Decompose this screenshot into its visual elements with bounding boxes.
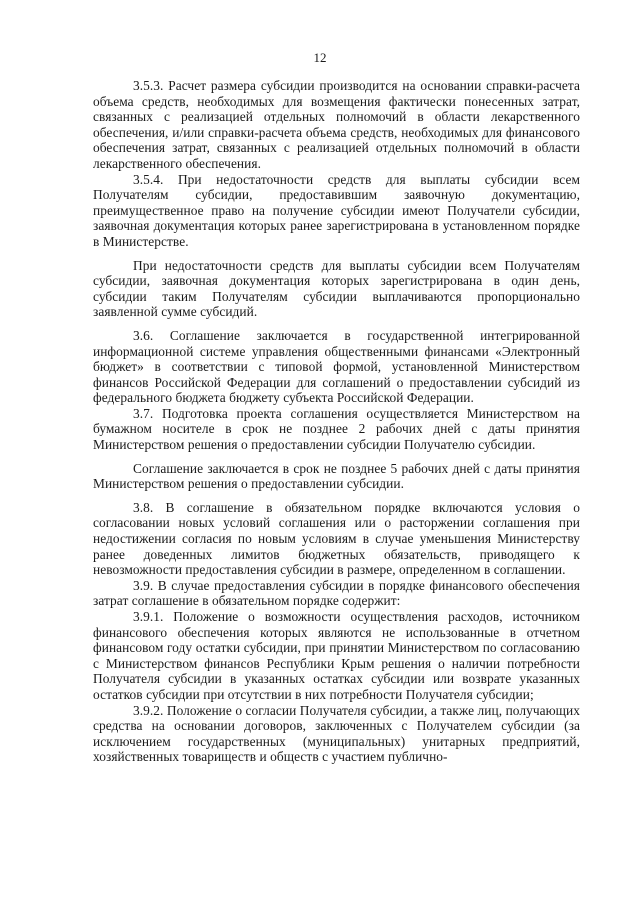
paragraph-3-9-2: 3.9.2. Положение о согласии Получателя субсидии, а также лиц, получающих средства на основании договоров, заключенных с Получателем субсидии (за исключением государственных (муниципальных) унитарных предприятий, хозяйственных товариществ и обществ с участием публично- xyxy=(93,702,580,765)
paragraph-3-8: 3.8. В соглашение в обязательном порядке включаются условия о согласовании новых условий соглашения или о расторжении соглашения при недостижении согласия по новым условиям в случае уменьшения Министерству ранее доведенных лимитов бюджетных обязательств, приводящего к невозможности предоставления субсидии в размере, определенном в соглашении. xyxy=(93,499,580,578)
paragraph-3-7: 3.7. Подготовка проекта соглашения осуществляется Министерством на бумажном носителе в срок не позднее 2 рабочих дней с даты принятия Министерством решения о предоставлении субсидии Получателю субсидии. xyxy=(93,405,580,453)
paragraph-insufficient-funds: При недостаточности средств для выплаты субсидии всем Получателям субсидии, заявочная документация которых зарегистрирована в один день, субсидии таким Получателям субсидии выплачиваются пропорционально заявленной сумме субсидий. xyxy=(93,257,580,320)
paragraph-3-6: 3.6. Соглашение заключается в государственной интегрированной информационной системе управления общественными финансами «Электронный бюджет» в соответствии с типовой формой, установленной Министерством финансов Российской Федерации для соглашений о предоставлении субсидий из федерального бюджета бюджету субъекта Российской Федерации. xyxy=(93,327,580,406)
page-number: 12 xyxy=(313,50,327,65)
paragraph-3-9-1: 3.9.1. Положение о возможности осуществления расходов, источником финансового обеспечения которых являются не использованные в отчетном финансовом году остатки субсидии, при принятии Министерством по согласованию с Министерством финансов Республики Крым решения о наличии потребности Получателя субсидии в указанных остатках субсидии или возврате указанных остатков субсидии при отсутствии в них потребности Получателя субсидии; xyxy=(93,609,580,702)
paragraph-agreement-term: Соглашение заключается в срок не позднее 5 рабочих дней с даты принятия Министерством решения о предоставлении субсидии. xyxy=(93,460,580,492)
paragraph-3-5-4: 3.5.4. При недостаточности средств для выплаты субсидии всем Получателям субсидии, предоставившим заявочную документацию, преимущественное право на получение субсидии имеют Получатели субсидии, заявочная документация которых ранее зарегистрирована в установленном порядке в Министерстве. xyxy=(93,171,580,249)
paragraph-3-9: 3.9. В случае предоставления субсидии в порядке финансового обеспечения затрат соглашение в обязательном порядке содержит: xyxy=(93,577,580,609)
document-body xyxy=(93,78,580,765)
paragraph-3-5-3: 3.5.3. Расчет размера субсидии производится на основании справки-расчета объема средств, необходимых для возмещения фактически понесенных затрат, связанных с реализацией отдельных полномочий в области лекарственного обеспечения, и/или справки-расчета объема средств, необходимых для финансового обеспечения затрат, связанных с реализацией отдельных полномочий в области лекарственного обеспечения. xyxy=(93,78,580,171)
